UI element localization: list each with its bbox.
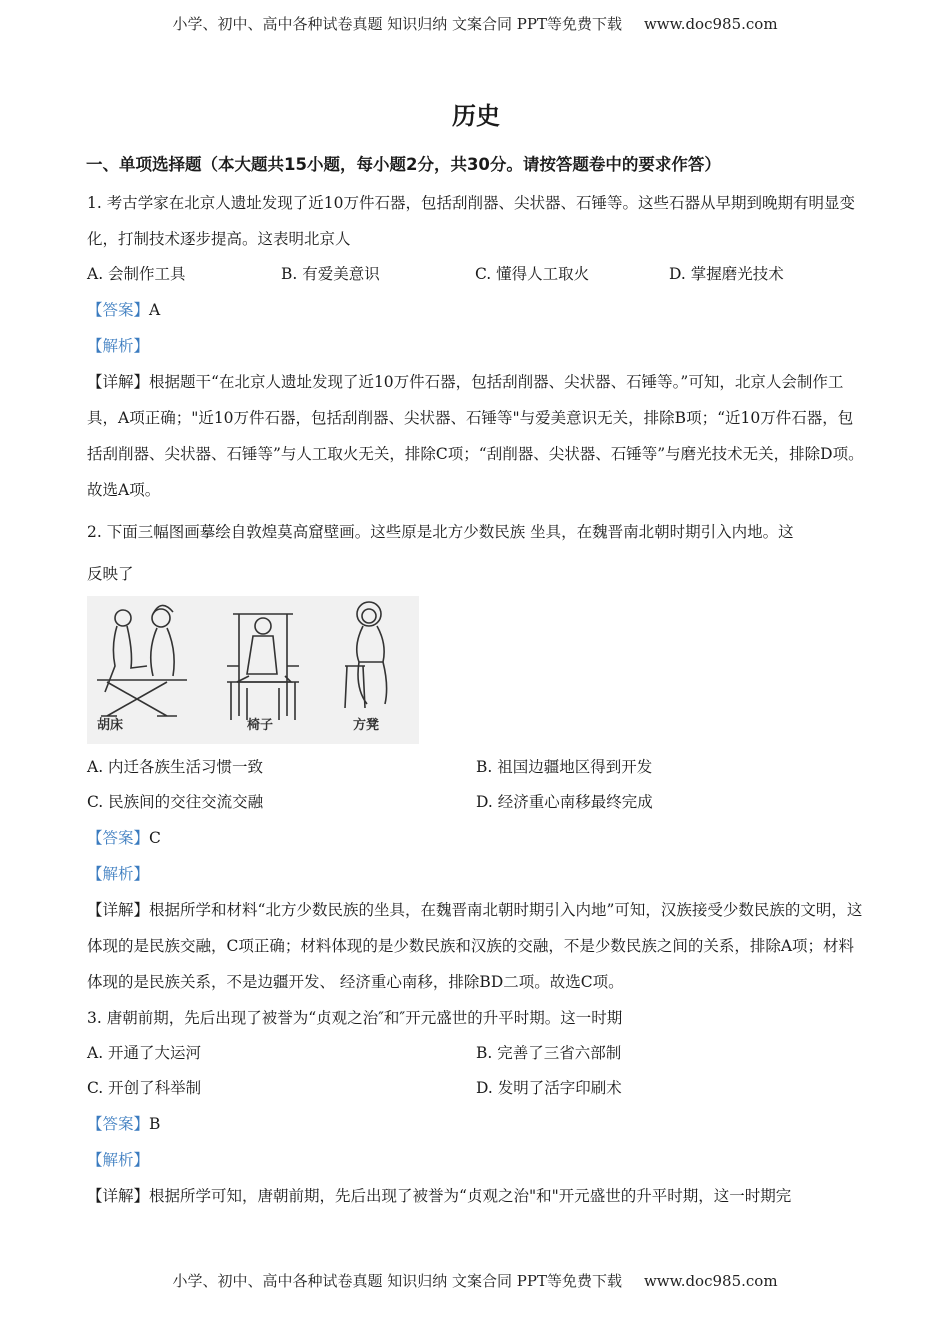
q3-option-d: D. 发明了活字印刷术 bbox=[476, 1079, 622, 1097]
q2-options-row1 bbox=[87, 750, 865, 785]
document-body bbox=[87, 96, 865, 1214]
footer-site[interactable]: www.doc985.com bbox=[643, 1272, 778, 1290]
analysis-label: 【解析】 bbox=[87, 337, 150, 355]
q2-option-c: C. 民族间的交往交流交融 bbox=[87, 793, 264, 811]
q2-stem-line1: 2. 下面三幅图画摹绘自敦煌莫高窟壁画。这些原是北方少数民族 坐具，在魏晋南北朝时期引入内地。这 bbox=[87, 523, 794, 541]
detail-label: 【详解】 bbox=[87, 373, 150, 391]
q1-option-b: B. 有爱美意识 bbox=[281, 265, 380, 283]
q3-option-b: B. 完善了三省六部制 bbox=[476, 1044, 622, 1062]
q1-answer-value: A bbox=[149, 301, 161, 319]
q3-detail bbox=[87, 1178, 865, 1214]
page-header bbox=[0, 13, 950, 34]
q2-option-d: D. 经济重心南移最终完成 bbox=[476, 793, 653, 811]
q3-answer bbox=[87, 1106, 865, 1142]
q3-stem: 3. 唐朝前期，先后出现了被誉为“贞观之治″和″开元盛世的升平时期。这一时期 bbox=[87, 1009, 623, 1027]
answer-label: 【答案】 bbox=[87, 1115, 150, 1133]
mural-figure bbox=[87, 596, 419, 744]
q3-options-row2 bbox=[87, 1071, 865, 1106]
q1-option-c: C. 懂得人工取火 bbox=[475, 265, 590, 283]
q3-detail-text: 根据所学可知，唐朝前期，先后出现了被誉为“贞观之治"和"开元盛世的升平时期，这一时期完 bbox=[149, 1187, 792, 1205]
q3-option-c: C. 开创了科举制 bbox=[87, 1079, 202, 1097]
q2-answer bbox=[87, 820, 865, 856]
q3-option-a: A. 开通了大运河 bbox=[87, 1044, 202, 1062]
q2-answer-value: C bbox=[149, 829, 161, 847]
answer-label: 【答案】 bbox=[87, 301, 150, 319]
section-heading: 一、单项选择题（本大题共15小题，每小题2分，共30分。请按答题卷中的要求作答） bbox=[86, 155, 721, 174]
caption-huchuang: 胡床 bbox=[97, 718, 124, 733]
q2-stem-line2: 反映了 bbox=[87, 565, 134, 583]
q1-option-d: D. 掌握磨光技术 bbox=[669, 265, 784, 283]
stool-drawing bbox=[345, 602, 387, 708]
q3-options-row1 bbox=[87, 1036, 865, 1071]
q2-option-a: A. 内迁各族生活习惯一致 bbox=[87, 758, 264, 776]
q3-analysis bbox=[87, 1142, 865, 1178]
page-footer bbox=[0, 1270, 950, 1291]
q2-detail bbox=[87, 892, 865, 1000]
caption-chair: 椅子 bbox=[247, 718, 274, 733]
chair-drawing bbox=[227, 614, 299, 720]
q1-option-a: A. 会制作工具 bbox=[87, 265, 186, 283]
analysis-label: 【解析】 bbox=[87, 1151, 150, 1169]
answer-label: 【答案】 bbox=[87, 829, 150, 847]
q2-detail-text: 根据所学和材料“北方少数民族的坐具，在魏晋南北朝时期引入内地”可知，汉族接受少数民族的文明，这体现的是民族交融，C项正确；材料体现的是少数民族和汉族的交融，不是少数民族之间的关系，排除A项；材料体现的是民族关系，不是边疆开发、 经济重心南移，排除BD二项。故选C项。 bbox=[87, 901, 863, 991]
header-text: 小学、初中、高中各种试卷真题 知识归纳 文案合同 PPT等免费下载 bbox=[172, 15, 622, 33]
caption-stool: 方凳 bbox=[353, 718, 380, 733]
q2-options-row2 bbox=[87, 785, 865, 820]
q3-answer-value: B bbox=[149, 1115, 161, 1133]
q1-options bbox=[87, 257, 865, 292]
detail-label: 【详解】 bbox=[87, 1187, 150, 1205]
q1-answer bbox=[87, 292, 865, 328]
analysis-label: 【解析】 bbox=[87, 865, 150, 883]
header-site[interactable]: www.doc985.com bbox=[643, 15, 778, 33]
q1-detail bbox=[87, 364, 865, 508]
q1-analysis bbox=[87, 328, 865, 364]
q2-analysis bbox=[87, 856, 865, 892]
page-title: 历史 bbox=[452, 102, 500, 130]
huchuang-drawing bbox=[97, 605, 187, 716]
q1-stem: 1. 考古学家在北京人遗址发现了近10万件石器，包括刮削器、尖状器、石锤等。这些石器从早期到晚期有明显变化，打制技术逐步提高。这表明北京人 bbox=[87, 194, 855, 248]
q1-detail-text: 根据题干“在北京人遗址发现了近10万件石器，包括刮削器、尖状器、石锤等。”可知，北京人会制作工具，A项正确；"近10万件石器，包括刮削器、尖状器、石锤等"与爱美意识无关，排除B项；“近10万件石器，包括刮削器、尖状器、石锤等”与人工取火无关，排除C项；“刮削器、尖状器、石锤等”与磨光技术无关，排除D项。故选A项。 bbox=[87, 373, 864, 499]
detail-label: 【详解】 bbox=[87, 901, 150, 919]
q2-option-b: B. 祖国边疆地区得到开发 bbox=[476, 758, 653, 776]
footer-text: 小学、初中、高中各种试卷真题 知识归纳 文案合同 PPT等免费下载 bbox=[172, 1272, 622, 1290]
